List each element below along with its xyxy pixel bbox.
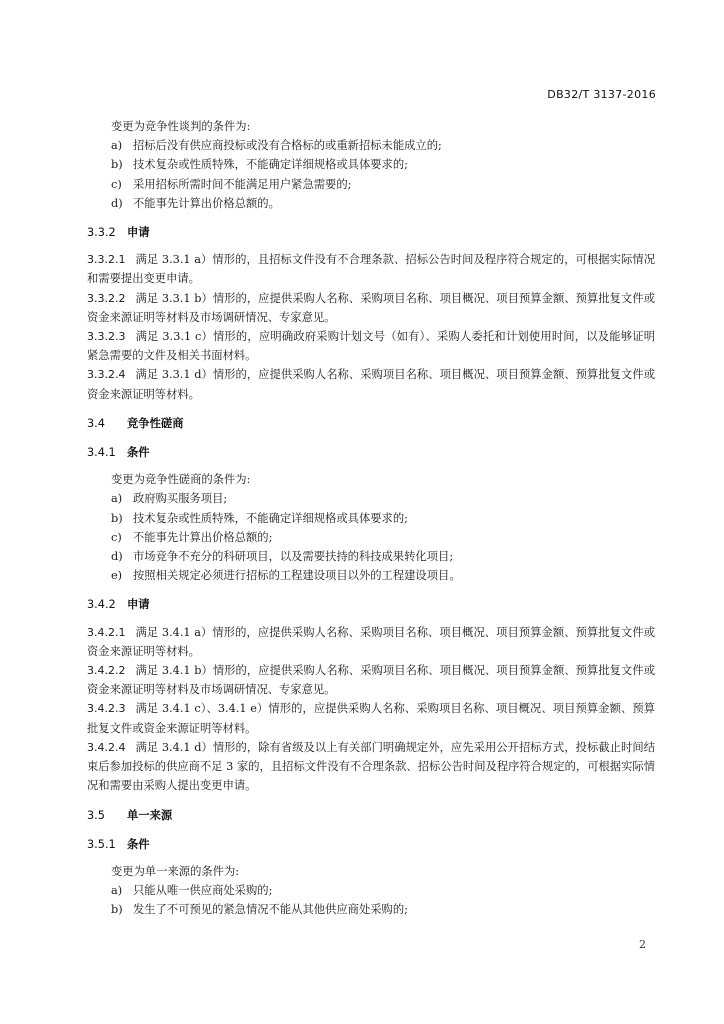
section-number: 3.5.1 xyxy=(87,837,116,851)
section-intro: 变更为单一来源的条件为: xyxy=(111,864,240,878)
list-item-text: 只能从唯一供应商处采购的; xyxy=(133,884,273,898)
clause-text: 满足 3.4.1 c）、3.4.1 e）情形的，应提供采购人名称、采购项目名称、项目概况、项目预算金额、预算批复文件或资金来源证明等材料。 xyxy=(87,702,655,735)
section-number: 3.4 xyxy=(87,416,105,430)
section-heading xyxy=(87,835,655,854)
clause-text: 满足 3.3.1 d）情形的，应提供采购人名称、采购项目名称、项目概况、项目预算金额、预算批复文件或资金来源证明等材料。 xyxy=(87,368,655,401)
list-item-text: 技术复杂或性质特殊，不能确定详细规格或具体要求的; xyxy=(133,511,408,525)
list-item-text: 政府购买服务项目; xyxy=(133,492,228,506)
section-intro: 变更为竞争性谈判的条件为: xyxy=(111,120,251,133)
list-item-text: 不能事先计算出价格总额的; xyxy=(133,530,273,544)
list-item xyxy=(87,528,655,547)
clause xyxy=(87,661,655,699)
page-number: 2 xyxy=(639,938,646,951)
page-content xyxy=(87,117,655,920)
clause xyxy=(87,365,655,403)
list-marker: d) xyxy=(111,550,123,564)
list-item xyxy=(87,566,655,585)
clause-number: 3.3.2.3 xyxy=(87,330,126,344)
clause-number: 3.4.2.1 xyxy=(87,625,126,639)
section-heading xyxy=(87,806,655,825)
condition-list xyxy=(87,881,655,919)
list-marker: a) xyxy=(111,492,123,506)
list-marker: d) xyxy=(111,196,123,210)
section-title: 条件 xyxy=(127,837,150,851)
clause-number: 3.3.2.2 xyxy=(87,291,126,305)
list-item xyxy=(87,900,655,919)
clause-number: 3.4.2.4 xyxy=(87,740,126,754)
section-heading xyxy=(87,414,655,433)
clause-text: 满足 3.3.1 b）情形的，应提供采购人名称、采购项目名称、项目概况、项目预算金额、预算批复文件或资金来源证明等材料及市场调研情况、专家意见。 xyxy=(87,291,655,324)
list-item-text: 发生了不可预见的紧急情况不能从其他供应商处采购的; xyxy=(133,903,408,917)
clause xyxy=(87,699,655,737)
section-number: 3.4.1 xyxy=(87,446,116,460)
section-number: 3.4.2 xyxy=(87,598,116,612)
clause-text: 满足 3.4.1 d）情形的，除有省级及以上有关部门明确规定外，应先采用公开招标方式，投标截止时间结束后参加投标的供应商不足 3 家的，且招标文件没有不合理条款、招标公告时间及程序符合规定的，可根据实际情况和需要由采购人提出变更申请。 xyxy=(87,740,655,793)
list-item-text: 不能事先计算出价格总额的。 xyxy=(133,196,280,210)
clause-text: 满足 3.3.1 a）情形的，且招标文件没有不合理条款、招标公告时间及程序符合规定的，可根据实际情况和需要提出变更申请。 xyxy=(87,253,655,286)
list-marker: a) xyxy=(111,884,123,898)
section-title: 单一来源 xyxy=(127,808,173,822)
condition-list xyxy=(87,489,655,585)
list-marker: c) xyxy=(111,177,122,191)
section-title: 竞争性磋商 xyxy=(127,416,184,430)
list-item xyxy=(87,489,655,508)
list-marker: c) xyxy=(111,530,122,544)
clause-number: 3.4.2.2 xyxy=(87,664,126,678)
list-marker: b) xyxy=(111,511,123,525)
list-item-text: 技术复杂或性质特殊，不能确定详细规格或具体要求的; xyxy=(133,158,408,172)
clause-number: 3.4.2.3 xyxy=(87,702,126,716)
list-item xyxy=(87,155,655,174)
section-title: 申请 xyxy=(127,226,150,240)
list-item-text: 采用招标所需时间不能满足用户紧急需要的; xyxy=(133,177,352,191)
condition-list xyxy=(87,136,655,213)
list-item xyxy=(87,175,655,194)
section-heading xyxy=(87,595,655,614)
clause-text: 满足 3.4.1 b）情形的，应提供采购人名称、采购项目名称、项目概况、项目预算金额、预算批复文件或资金来源证明等材料及市场调研情况、专家意见。 xyxy=(87,664,655,697)
clause-number: 3.3.2.4 xyxy=(87,368,126,382)
list-item xyxy=(87,881,655,900)
clause xyxy=(87,289,655,327)
clause xyxy=(87,250,655,288)
list-item-text: 按照相关规定必须进行招标的工程建设项目以外的工程建设项目。 xyxy=(133,569,461,583)
section-intro: 变更为竞争性磋商的条件为: xyxy=(111,473,251,487)
section-heading xyxy=(87,223,655,242)
section-title: 条件 xyxy=(127,446,150,460)
list-item xyxy=(87,547,655,566)
list-marker: b) xyxy=(111,158,123,172)
list-item-text: 市场竞争不充分的科研项目，以及需要扶持的科技成果转化项目; xyxy=(133,550,454,564)
clause xyxy=(87,623,655,661)
section-heading xyxy=(87,443,655,462)
section-title: 申请 xyxy=(127,598,150,612)
standard-number: DB32/T 3137-2016 xyxy=(547,88,656,101)
clause-text: 满足 3.3.1 c）情形的，应明确政府采购计划文号（如有）、采购人委托和计划使用时间，以及能够证明紧急需要的文件及相关书面材料。 xyxy=(87,330,655,363)
list-item xyxy=(87,194,655,213)
list-item xyxy=(87,136,655,155)
list-marker: e) xyxy=(111,569,123,583)
clause-text: 满足 3.4.1 a）情形的，应提供采购人名称、采购项目名称、项目概况、项目预算金额、预算批复文件或资金来源证明等材料。 xyxy=(87,625,655,658)
list-item-text: 招标后没有供应商投标或没有合格标的或重新招标未能成立的; xyxy=(133,139,442,153)
list-item xyxy=(87,509,655,528)
section-number: 3.3.2 xyxy=(87,226,116,240)
clause xyxy=(87,738,655,796)
clause xyxy=(87,327,655,365)
list-marker: b) xyxy=(111,903,123,917)
clause-number: 3.3.2.1 xyxy=(87,253,126,267)
section-number: 3.5 xyxy=(87,808,105,822)
list-marker: a) xyxy=(111,139,123,153)
